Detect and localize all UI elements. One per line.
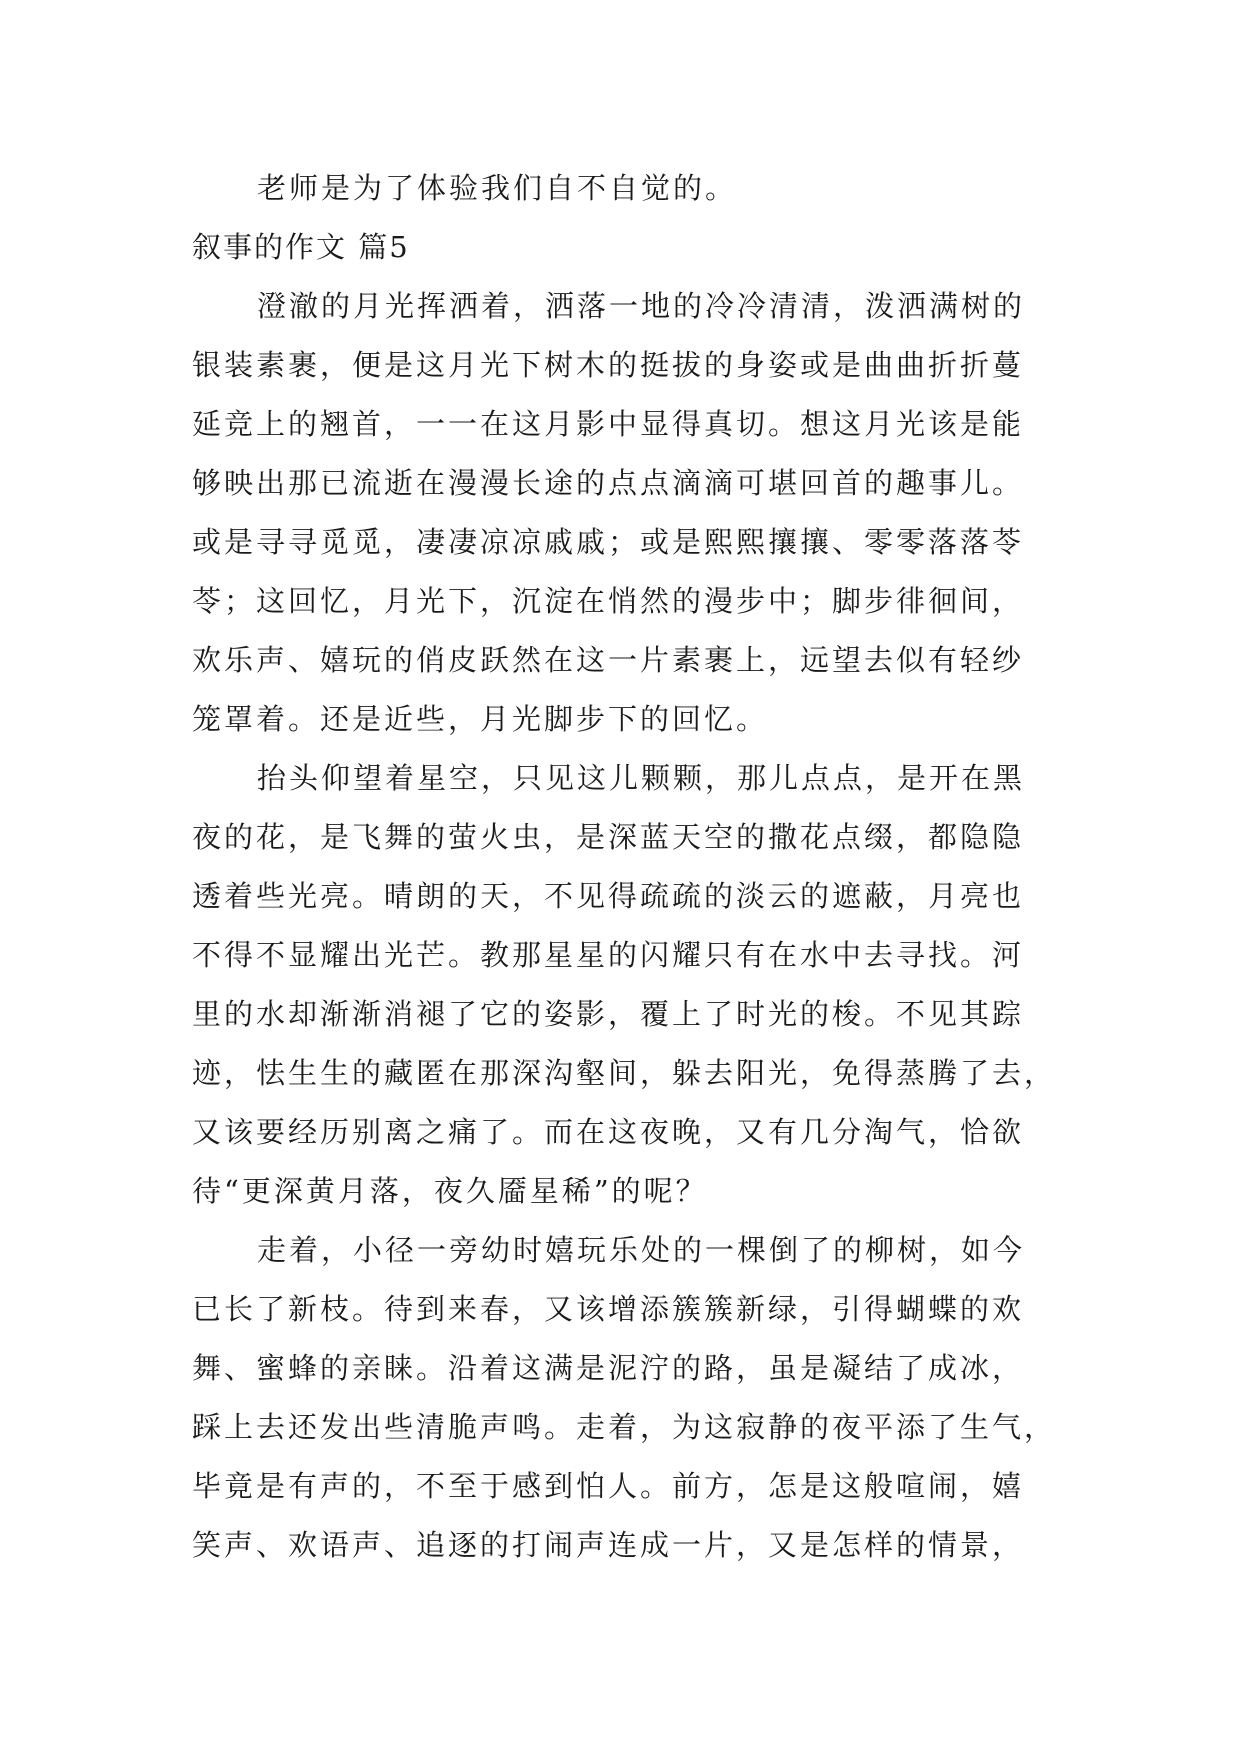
paragraph-line: 笑声、欢语声、追逐的打闹声连成一片，又是怎样的情景， [192,1528,1025,1562]
paragraph-line: 延竞上的翘首，一一在这月影中显得真切。想这月光该是能 [192,407,1025,441]
section-title: 叙事的作文 篇5 [192,230,410,264]
paragraph-line: 夜的花，是飞舞的萤火虫，是深蓝天空的撒花点缀，都隐隐 [192,820,1025,854]
paragraph-line: 或是寻寻觅觅，凄凄凉凉戚戚；或是熙熙攘攘、零零落落苓 [192,525,1025,559]
paragraph-line: 毕竟是有声的，不至于感到怕人。前方，怎是这般喧闹，嬉 [192,1469,1025,1503]
paragraph-line: 又该要经历别离之痛了。而在这夜晚，又有几分淘气，恰欲 [192,1115,1025,1149]
paragraph-line: 够映出那已流逝在漫漫长途的点点滴滴可堪回首的趣事儿。 [192,466,1025,500]
paragraph-line: 抬头仰望着星空，只见这儿颗颗，那儿点点，是开在黑 [257,761,1026,795]
paragraph-line: 透着些光亮。晴朗的天，不见得疏疏的淡云的遮蔽，月亮也 [192,879,1025,913]
paragraph-line: 苓；这回忆，月光下，沉淀在悄然的漫步中；脚步徘徊间， [192,584,1025,618]
paragraph-line: 迹，怯生生的藏匿在那深沟壑间，躲去阳光，免得蒸腾了去， [192,1056,1057,1090]
paragraph-line: 银装素裹，便是这月光下树木的挺拔的身姿或是曲曲折折蔓 [192,348,1025,382]
paragraph-line: 走着，小径一旁幼时嬉玩乐处的一棵倒了的柳树，如今 [257,1233,1026,1267]
paragraph-line: 欢乐声、嬉玩的俏皮跃然在这一片素裹上，远望去似有轻纱 [192,643,1025,677]
paragraph-line: 舞、蜜蜂的亲睐。沿着这满是泥泞的路，虽是凝结了成冰， [192,1351,1025,1385]
paragraph-line: 不得不显耀出光芒。教那星星的闪耀只有在水中去寻找。河 [192,938,1025,972]
paragraph-line: 笼罩着。还是近些，月光脚步下的回忆。 [192,702,769,736]
paragraph-line: 踩上去还发出些清脆声鸣。走着，为这寂静的夜平添了生气， [192,1410,1057,1444]
paragraph-line: 澄澈的月光挥洒着，洒落一地的冷冷清清，泼洒满树的 [257,289,1026,323]
paragraph-line: 待“更深黄月落，夜久靥星稀”的呢？ [192,1174,708,1208]
paragraph-line: 里的水却渐渐消褪了它的姿影，覆上了时光的梭。不见其踪 [192,997,1025,1031]
paragraph-line: 已长了新枝。待到来春，又该增添簇簇新绿，引得蝴蝶的欢 [192,1292,1025,1326]
intro-line: 老师是为了体验我们自不自觉的。 [257,171,738,205]
